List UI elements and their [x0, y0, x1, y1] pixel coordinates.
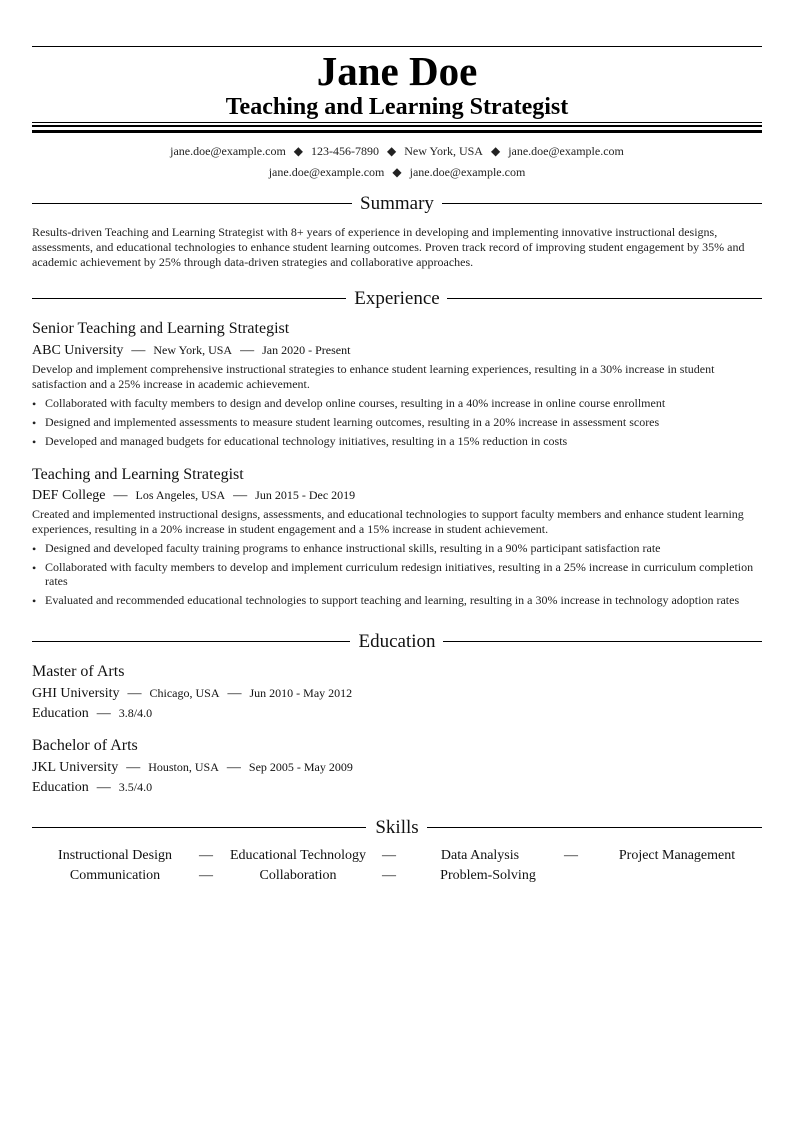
- diamond-separator-icon: ◆: [392, 165, 402, 179]
- degree-dates: Sep 2005 - May 2009: [248, 760, 353, 774]
- degree-gpa-line: [32, 778, 152, 797]
- dash-separator: —: [96, 706, 111, 721]
- diamond-separator-icon: ◆: [293, 144, 304, 158]
- contact-email[interactable]: jane.doe@example.com: [268, 165, 385, 179]
- bullet-icon: •: [32, 561, 37, 575]
- job-bullets: [32, 396, 762, 453]
- degree-gpa: 3.5/4.0: [118, 780, 153, 794]
- skill-item: Collaboration: [259, 868, 337, 883]
- list-item: • Developed and managed budgets for educational technology initiatives, resulting in a 15% reduction in costs: [32, 434, 568, 449]
- summary-text: Results-driven Teaching and Learning Strategist with 8+ years of experience in developing and implementing innovative instructional designs, assessments, and educational technologies to enhance student learning outcomes. Proven track record of improving student engagement by 35% and academic achievement by 25% through data-driven strategies and collaborative approaches.: [32, 225, 745, 269]
- dash-separator: —: [233, 488, 248, 503]
- bullet-icon: •: [32, 435, 37, 449]
- contact-phone[interactable]: 123-456-7890: [311, 144, 380, 158]
- degree-field: Education: [32, 780, 89, 795]
- skill-separator: —: [382, 868, 396, 883]
- skills-row: [32, 867, 762, 887]
- skill-item: Data Analysis: [440, 848, 520, 863]
- job-bullets: [32, 541, 762, 612]
- summary-section-header: [32, 193, 762, 215]
- header-top-rule: [32, 46, 762, 47]
- dash-separator: —: [227, 686, 242, 701]
- contact-email[interactable]: jane.doe@example.com: [508, 144, 624, 158]
- school-location: Chicago, USA: [149, 686, 220, 700]
- list-item: • Collaborated with faculty members to develop and implement curriculum redesign initiatives, resulting in a 25% increase in curriculum completion rates: [32, 560, 754, 588]
- dash-separator: —: [96, 780, 111, 795]
- section-title: Skills: [375, 817, 419, 838]
- contact-email[interactable]: jane.doe@example.com: [409, 165, 526, 179]
- header-rule-thin: [32, 122, 762, 123]
- dash-separator: —: [226, 760, 241, 775]
- skill-item: Project Management: [618, 848, 736, 863]
- skill-separator: —: [564, 848, 578, 863]
- skill-item: Communication: [69, 868, 161, 883]
- dash-separator: —: [126, 760, 141, 775]
- degree-gpa-line: [32, 704, 152, 723]
- school-name: GHI University: [32, 686, 120, 701]
- diamond-separator-icon: ◆: [387, 144, 397, 158]
- section-rule-right: [447, 298, 762, 299]
- degree-meta: [32, 758, 353, 777]
- skill-item: Educational Technology: [229, 848, 366, 863]
- degree-title: Bachelor of Arts: [32, 737, 138, 754]
- degree-gpa: 3.8/4.0: [118, 706, 153, 720]
- degree-dates: Jun 2010 - May 2012: [249, 686, 353, 700]
- list-item: • Designed and developed faculty training programs to enhance instructional skills, resulting in a 90% participant satisfaction rate: [32, 541, 661, 556]
- section-rule-right: [442, 203, 762, 204]
- skill-item: Problem-Solving: [440, 868, 536, 883]
- bullet-icon: •: [32, 542, 37, 556]
- job-description: Develop and implement comprehensive instructional strategies to enhance student learning experiences, resulting in a 30% increase in student satisfaction and a 25% increase in academic achievement.: [32, 362, 715, 391]
- education-section-header: [32, 631, 762, 653]
- contact-line-2: [32, 164, 762, 180]
- dash-separator: —: [131, 343, 146, 358]
- contact-line-1: [32, 143, 762, 159]
- skills-row: [32, 847, 762, 867]
- job-location: New York, USA: [153, 343, 233, 357]
- degree-field: Education: [32, 706, 89, 721]
- dash-separator: —: [127, 686, 142, 701]
- list-item: • Collaborated with faculty members to design and develop online courses, resulting in a 40% increase in online course enrollment: [32, 396, 666, 411]
- job-dates: Jun 2015 - Dec 2019: [255, 488, 356, 502]
- job-location: Los Angeles, USA: [135, 488, 226, 502]
- list-item: • Designed and implemented assessments to measure student learning outcomes, resulting in a 20% increase in assessment scores: [32, 415, 660, 430]
- list-item: • Evaluated and recommended educational technologies to support teaching and learning, resulting in a 30% increase in technology adoption rates: [32, 593, 740, 608]
- job-org: ABC University: [32, 343, 124, 358]
- job-description: Created and implemented instructional designs, assessments, and educational technologies to support faculty members and enhance student learning experiences, resulting in a 20% increase in student engagement and a 15% increase in student achievement.: [32, 507, 744, 536]
- skill-separator: —: [382, 848, 396, 863]
- section-rule-right: [427, 827, 762, 828]
- section-title: Experience: [354, 288, 440, 309]
- job-role: Teaching and Learning Strategist: [32, 466, 244, 483]
- dash-separator: —: [240, 343, 255, 358]
- experience-section-header: [32, 288, 762, 310]
- dash-separator: —: [113, 488, 128, 503]
- contact-location: New York, USA: [404, 144, 483, 158]
- bullet-icon: •: [32, 594, 37, 608]
- candidate-title: Teaching and Learning Strategist: [225, 94, 569, 120]
- diamond-separator-icon: ◆: [490, 144, 501, 158]
- section-title: Summary: [360, 193, 434, 214]
- bullet-icon: •: [32, 416, 37, 430]
- degree-meta: [32, 684, 352, 703]
- job-role: Senior Teaching and Learning Strategist: [32, 320, 290, 337]
- school-location: Houston, USA: [148, 760, 219, 774]
- skill-item: Instructional Design: [58, 848, 172, 863]
- skill-separator: —: [199, 868, 213, 883]
- section-title: Education: [358, 631, 436, 652]
- contact-email[interactable]: jane.doe@example.com: [170, 144, 286, 158]
- job-meta: [32, 341, 350, 360]
- header-rule-thick: [32, 130, 762, 133]
- degree-title: Master of Arts: [32, 663, 125, 680]
- job-meta: [32, 486, 355, 505]
- skill-separator: —: [199, 848, 213, 863]
- header-rule-medium: [32, 125, 762, 127]
- school-name: JKL University: [32, 760, 119, 775]
- section-rule-right: [443, 641, 762, 642]
- bullet-icon: •: [32, 397, 37, 411]
- skills-grid: [32, 847, 762, 887]
- job-dates: Jan 2020 - Present: [262, 343, 351, 357]
- job-org: DEF College: [32, 488, 106, 503]
- skills-section-header: [32, 817, 762, 839]
- candidate-name: Jane Doe: [316, 48, 478, 94]
